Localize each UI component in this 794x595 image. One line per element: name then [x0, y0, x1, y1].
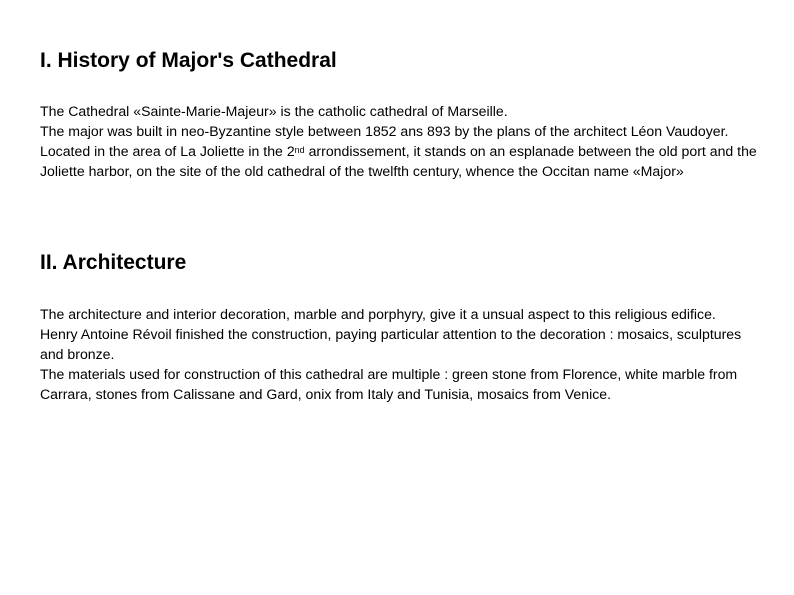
section-1-body	[40, 101, 760, 181]
section-2-body	[40, 304, 760, 404]
section-2-paragraph-2: Henry Antoine Révoil finished the construction, paying particular attention to the decoration : mosaics, sculptures and bronze.	[40, 326, 742, 362]
section-2-paragraph-3: The materials used for construction of this cathedral are multiple : green stone from Florence, white marble from Carrara, stones from Calissane and Gard, onix from Italy and Tunisia, mosaics from Venice.	[40, 366, 738, 402]
paragraph-3-text-start: Located in the area of La Joliette in the 2	[40, 143, 295, 159]
ordinal-suffix: nd	[294, 145, 305, 155]
section-1-paragraph-1: The Cathedral «Sainte-Marie-Majeur» is the catholic cathedral of Marseille.	[40, 103, 508, 119]
section-2-heading: II. Architecture	[40, 251, 187, 274]
paragraph-3-text-end: arrondissement, it stands on an esplanade between the old port and the Joliette harbor, on the site of the old cathedral of the twelfth century, whence the Occitan name «Major»	[40, 143, 757, 179]
section-1-paragraph-2: The major was built in neo-Byzantine style between 1852 ans 893 by the plans of the architect Léon Vaudoyer.	[40, 123, 729, 139]
section-2-paragraph-1: The architecture and interior decoration, marble and porphyry, give it a unsual aspect to this religious edifice.	[40, 306, 716, 322]
section-1-paragraph-3	[40, 141, 760, 181]
section-1-heading: I. History of Major's Cathedral	[40, 49, 337, 72]
